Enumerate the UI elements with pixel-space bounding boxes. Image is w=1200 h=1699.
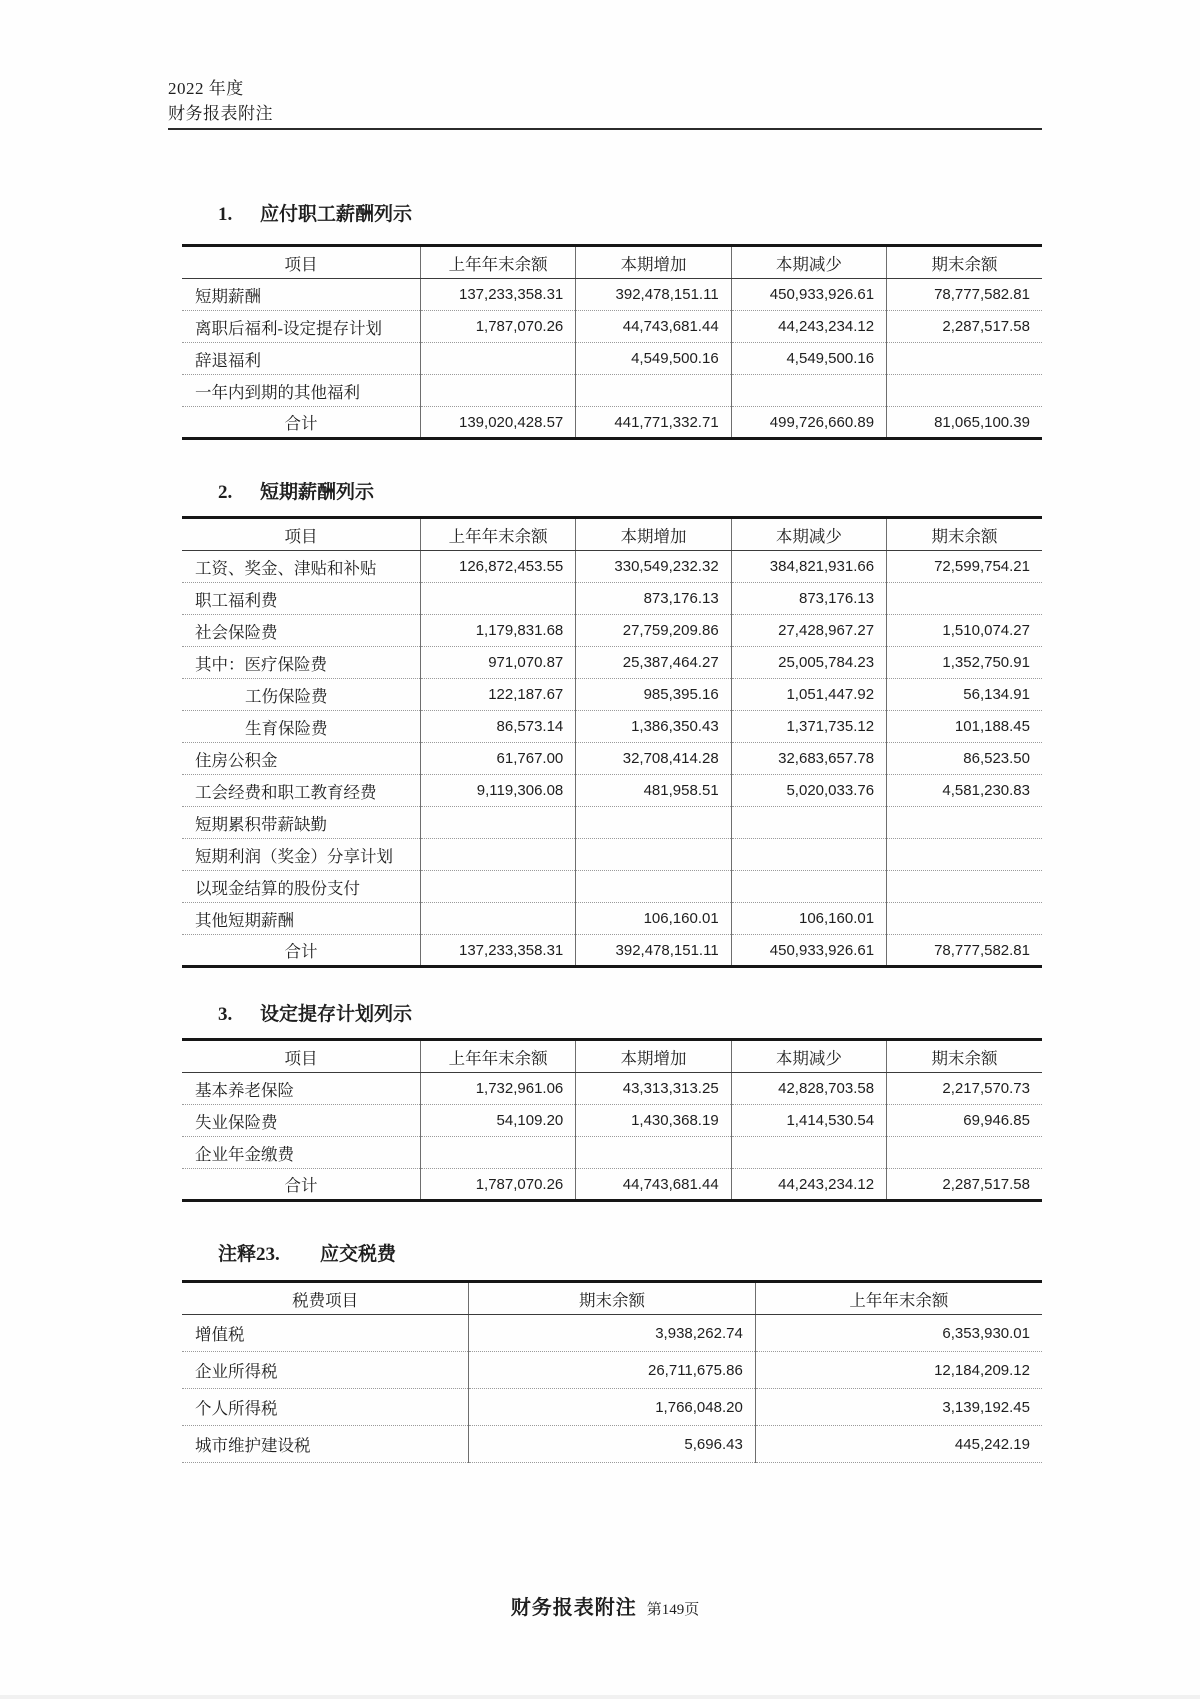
cell-value: 1,787,070.26 (420, 1169, 575, 1201)
column-header: 本期增加 (576, 1040, 731, 1073)
column-header: 项目 (182, 518, 420, 551)
cell-value: 44,243,234.12 (731, 311, 886, 343)
cell-value: 78,777,582.81 (887, 935, 1042, 967)
cell-value (731, 839, 886, 871)
cell-value (731, 375, 886, 407)
section-title: 设定提存计划列示 (260, 1004, 413, 1025)
column-header: 项目 (182, 1040, 420, 1073)
scan-edge-strip (0, 1695, 1200, 1699)
cell-value: 1,510,074.27 (887, 615, 1042, 647)
cell-value (731, 871, 886, 903)
cell-value: 4,549,500.16 (576, 343, 731, 375)
row-label: 其中：医疗保险费 (182, 647, 420, 679)
row-label: 其他短期薪酬 (182, 903, 420, 935)
row-label: 合计 (182, 1169, 420, 1201)
cell-value: 44,743,681.44 (576, 311, 731, 343)
cell-value (887, 375, 1042, 407)
cell-value: 2,287,517.58 (887, 1169, 1042, 1201)
payroll-payable-table (182, 244, 1042, 440)
cell-value (887, 583, 1042, 615)
cell-value: 44,743,681.44 (576, 1169, 731, 1201)
cell-value: 12,184,209.12 (755, 1352, 1042, 1389)
cell-value: 971,070.87 (420, 647, 575, 679)
section-title: 应交税费 (320, 1244, 397, 1265)
cell-value (420, 903, 575, 935)
column-header: 期末余额 (469, 1282, 756, 1315)
cell-value: 392,478,151.11 (576, 935, 731, 967)
row-label: 增值税 (195, 1325, 245, 1344)
cell-value (887, 343, 1042, 375)
taxes-payable-table (182, 1280, 1042, 1463)
cell-value (576, 871, 731, 903)
cell-value (576, 839, 731, 871)
cell-value (887, 807, 1042, 839)
cell-value: 1,371,735.12 (731, 711, 886, 743)
section-number: 注释23. (218, 1244, 280, 1265)
cell-value: 5,696.43 (469, 1426, 756, 1463)
column-header: 本期增加 (576, 518, 731, 551)
cell-value: 5,020,033.76 (731, 775, 886, 807)
cell-value: 1,414,530.54 (731, 1105, 886, 1137)
cell-value (576, 375, 731, 407)
cell-value: 32,708,414.28 (576, 743, 731, 775)
cell-value (576, 1137, 731, 1169)
cell-value: 4,581,230.83 (887, 775, 1042, 807)
row-label: 工会经费和职工教育经费 (182, 775, 420, 807)
row-label: 企业年金缴费 (182, 1137, 420, 1169)
footer-page-number: 第149页 (646, 1602, 700, 1618)
cell-value: 26,711,675.86 (469, 1352, 756, 1389)
table-row (182, 679, 1042, 711)
cell-value: 1,386,350.43 (576, 711, 731, 743)
cell-value: 9,119,306.08 (420, 775, 575, 807)
column-header: 本期减少 (731, 1040, 886, 1073)
section-number: 2. (218, 482, 233, 503)
table-header-row (182, 1282, 1042, 1315)
table-row (182, 343, 1042, 375)
table-row (182, 1352, 1042, 1389)
cell-value: 72,599,754.21 (887, 551, 1042, 583)
cell-value: 3,139,192.45 (755, 1389, 1042, 1426)
row-label: 一年内到期的其他福利 (182, 375, 420, 407)
row-label: 住房公积金 (182, 743, 420, 775)
cell-value: 499,726,660.89 (731, 407, 886, 439)
cell-value: 873,176.13 (576, 583, 731, 615)
table-row (182, 743, 1042, 775)
cell-value (420, 583, 575, 615)
section-title: 短期薪酬列示 (260, 482, 375, 503)
row-label: 工伤保险费 (182, 679, 420, 711)
row-label: 职工福利费 (182, 583, 420, 615)
table-row (182, 1426, 1042, 1463)
cell-value: 101,188.45 (887, 711, 1042, 743)
cell-value: 1,179,831.68 (420, 615, 575, 647)
table-row (182, 871, 1042, 903)
cell-value (420, 1137, 575, 1169)
section-heading-note23 (218, 1242, 1042, 1268)
cell-value (420, 871, 575, 903)
cell-value: 122,187.67 (420, 679, 575, 711)
document-header (168, 0, 1042, 130)
cell-value: 1,787,070.26 (420, 311, 575, 343)
cell-value (420, 807, 575, 839)
cell-value: 137,233,358.31 (420, 935, 575, 967)
column-header: 本期减少 (731, 246, 886, 279)
table-row (182, 903, 1042, 935)
column-header: 期末余额 (887, 518, 1042, 551)
table-row (182, 1389, 1042, 1426)
cell-value: 43,313,313.25 (576, 1073, 731, 1105)
table-row (182, 839, 1042, 871)
cell-value: 27,428,967.27 (731, 615, 886, 647)
column-header: 期末余额 (887, 1040, 1042, 1073)
table-row (182, 311, 1042, 343)
column-header: 本期减少 (731, 518, 886, 551)
table-row (182, 647, 1042, 679)
cell-value: 54,109.20 (420, 1105, 575, 1137)
row-label: 短期利润（奖金）分享计划 (182, 839, 420, 871)
table-row (182, 615, 1042, 647)
cell-value: 6,353,930.01 (755, 1315, 1042, 1352)
section-number: 1. (218, 204, 233, 225)
table-row (182, 711, 1042, 743)
cell-value: 25,387,464.27 (576, 647, 731, 679)
cell-value: 69,946.85 (887, 1105, 1042, 1137)
table-row (182, 1105, 1042, 1137)
table-header-row (182, 246, 1042, 279)
cell-value: 873,176.13 (731, 583, 886, 615)
page-footer (168, 1591, 1042, 1620)
cell-value: 4,549,500.16 (731, 343, 886, 375)
cell-value: 81,065,100.39 (887, 407, 1042, 439)
cell-value (731, 1137, 886, 1169)
row-label: 辞退福利 (182, 343, 420, 375)
total-row (182, 407, 1042, 439)
table-row (182, 775, 1042, 807)
table-row (182, 1073, 1042, 1105)
table-row (182, 551, 1042, 583)
total-row (182, 935, 1042, 967)
section-heading-3 (218, 1002, 1042, 1028)
cell-value (420, 343, 575, 375)
table-row (182, 1315, 1042, 1352)
row-label: 失业保险费 (182, 1105, 420, 1137)
cell-value: 441,771,332.71 (576, 407, 731, 439)
column-header: 税费项目 (182, 1282, 469, 1315)
cell-value (887, 839, 1042, 871)
cell-value: 384,821,931.66 (731, 551, 886, 583)
section-heading-2 (218, 480, 1042, 506)
cell-value: 56,134.91 (887, 679, 1042, 711)
cell-value: 86,573.14 (420, 711, 575, 743)
cell-value (887, 903, 1042, 935)
column-header: 上年年末余额 (755, 1282, 1042, 1315)
cell-value: 106,160.01 (576, 903, 731, 935)
table-row (182, 1137, 1042, 1169)
total-row (182, 1169, 1042, 1201)
row-label: 城市维护建设税 (182, 1426, 469, 1463)
section-number: 3. (218, 1004, 233, 1025)
cell-value: 3,938,262.74 (469, 1315, 756, 1352)
cell-value: 445,242.19 (755, 1426, 1042, 1463)
cell-value: 450,933,926.61 (731, 279, 886, 311)
cell-value (576, 807, 731, 839)
row-label: 生育保险费 (182, 711, 420, 743)
cell-value: 330,549,232.32 (576, 551, 731, 583)
row-label: 合计 (182, 407, 420, 439)
cell-value: 86,523.50 (887, 743, 1042, 775)
row-label: 短期累积带薪缺勤 (182, 807, 420, 839)
defined-contribution-plan-table (182, 1038, 1042, 1202)
column-header: 上年年末余额 (420, 518, 575, 551)
cell-value: 25,005,784.23 (731, 647, 886, 679)
cell-value (731, 807, 886, 839)
table-row (182, 279, 1042, 311)
cell-value: 1,430,368.19 (576, 1105, 731, 1137)
cell-value: 2,217,570.73 (887, 1073, 1042, 1105)
header-title: 财务报表附注 (168, 104, 273, 123)
cell-value: 106,160.01 (731, 903, 886, 935)
cell-value (887, 1137, 1042, 1169)
column-header: 上年年末余额 (420, 1040, 575, 1073)
cell-value: 2,287,517.58 (887, 311, 1042, 343)
cell-value: 139,020,428.57 (420, 407, 575, 439)
cell-value: 1,732,961.06 (420, 1073, 575, 1105)
cell-value: 61,767.00 (420, 743, 575, 775)
cell-value (420, 375, 575, 407)
row-label: 以现金结算的股份支付 (182, 871, 420, 903)
table-row (182, 807, 1042, 839)
column-header: 项目 (182, 246, 420, 279)
table-header-row (182, 1040, 1042, 1073)
table-header-row (182, 518, 1042, 551)
cell-value: 137,233,358.31 (420, 279, 575, 311)
cell-value: 42,828,703.58 (731, 1073, 886, 1105)
cell-value (420, 839, 575, 871)
section-heading-1 (218, 202, 1042, 228)
table-row (182, 375, 1042, 407)
page-content (168, 0, 1042, 1620)
row-label: 基本养老保险 (195, 1080, 294, 1100)
row-label: 合计 (182, 935, 420, 967)
cell-value (887, 871, 1042, 903)
table-row (182, 583, 1042, 615)
column-header: 期末余额 (887, 246, 1042, 279)
cell-value: 450,933,926.61 (731, 935, 886, 967)
section-title: 应付职工薪酬列示 (260, 204, 413, 225)
cell-value: 1,766,048.20 (469, 1389, 756, 1426)
row-label: 短期薪酬 (195, 286, 261, 306)
short-term-compensation-table (182, 516, 1042, 968)
cell-value: 392,478,151.11 (576, 279, 731, 311)
cell-value: 1,051,447.92 (731, 679, 886, 711)
cell-value: 126,872,453.55 (420, 551, 575, 583)
row-label: 企业所得税 (182, 1352, 469, 1389)
row-label: 社会保险费 (182, 615, 420, 647)
row-label: 个人所得税 (182, 1389, 469, 1426)
cell-value: 78,777,582.81 (887, 279, 1042, 311)
footer-title: 财务报表附注 (510, 1597, 637, 1619)
row-label: 离职后福利-设定提存计划 (182, 311, 420, 343)
cell-value: 1,352,750.91 (887, 647, 1042, 679)
cell-value: 27,759,209.86 (576, 615, 731, 647)
cell-value: 32,683,657.78 (731, 743, 886, 775)
row-label: 工资、奖金、津贴和补贴 (195, 558, 377, 578)
column-header: 本期增加 (576, 246, 731, 279)
cell-value: 481,958.51 (576, 775, 731, 807)
column-header: 上年年末余额 (420, 246, 575, 279)
header-year: 2022 年度 (168, 79, 244, 98)
cell-value: 44,243,234.12 (731, 1169, 886, 1201)
cell-value: 985,395.16 (576, 679, 731, 711)
